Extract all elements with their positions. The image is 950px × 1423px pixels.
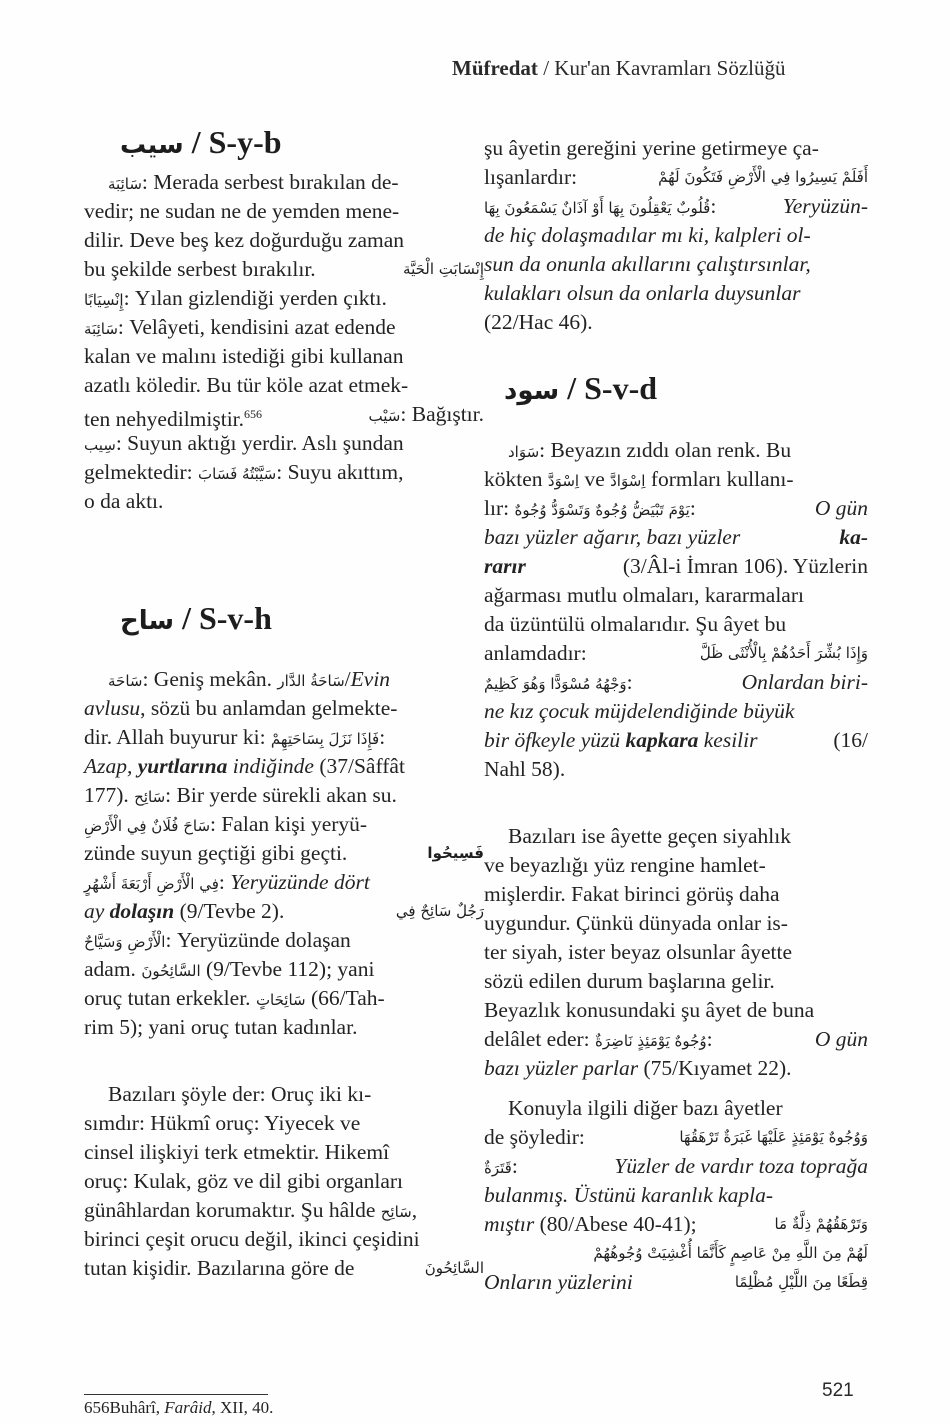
arabic-term: السَّائِحُونَ	[141, 962, 201, 980]
heading-arabic: سود	[504, 376, 560, 406]
text: formları kullanı-	[645, 467, 794, 491]
header-separator: /	[537, 56, 555, 80]
text: sımdır: Hükmî oruç: Yiyecek ve	[84, 1111, 361, 1135]
text-line	[484, 1123, 868, 1151]
arabic-term: إِنْسَابَتِ الْحَيَّة	[403, 260, 484, 278]
text-line	[484, 755, 868, 783]
text: Bazıları ise âyette geçen siyahlık	[508, 824, 791, 848]
text: : Velâyeti, kendisini azat edende	[117, 315, 396, 339]
italic-text: Onların yüzlerini	[484, 1270, 633, 1294]
text-line	[484, 1239, 868, 1267]
arabic-verse: يَوْمَ تَبْيَضُّ وُجُوهٌ وَتَسْوَدُّ وُجُوهٌ	[514, 501, 690, 519]
text: gelmektedir:	[84, 460, 199, 484]
citation: (3/Âl-i İmran 106). Yüzlerin	[622, 554, 868, 578]
citation: (16/	[833, 728, 868, 752]
text-line	[84, 839, 484, 867]
text-line	[84, 665, 484, 695]
text: : Yeryüzünde dolaşan	[165, 928, 351, 952]
arabic-verse: فِي الْأَرْضِ أَرْبَعَةَ أَشْهُرٍ	[84, 875, 219, 893]
text: vedir; ne sudan ne de yemden mene-	[84, 199, 400, 223]
bold-italic-text: kapkara	[625, 728, 699, 752]
arabic-term: سَائِبَة	[84, 320, 118, 338]
arabic-term: السَّائِحُونَ	[424, 1259, 484, 1277]
text-line	[84, 429, 484, 459]
text-line	[484, 552, 868, 580]
text-line	[484, 938, 868, 966]
arabic-term: سَيْب	[368, 407, 401, 425]
text: :	[218, 870, 231, 894]
text-line	[484, 465, 868, 495]
text-line	[84, 1013, 484, 1041]
text-line	[484, 308, 868, 336]
citation: (37/Sâffât	[313, 754, 405, 778]
arabic-verse: وَإِذَا بُشِّرَ أَحَدُهُمْ بِالْأُنْثَى ظَلَّ	[699, 644, 868, 662]
heading-separator: /	[183, 124, 209, 160]
text: : Bağıştır.	[400, 402, 484, 426]
text-line	[484, 996, 868, 1024]
arabic-term: سِيب	[84, 436, 116, 454]
italic-text: Yeryüzünde dört	[230, 870, 370, 894]
text-line	[84, 1254, 484, 1282]
arabic-verse: وَتَرْهَقُهُمْ ذِلَّةٌ مَا	[774, 1215, 868, 1233]
text-line	[84, 1167, 484, 1195]
arabic-verse: قُلُوبٌ يَعْقِلُونَ بِهَا أَوْ آذَانٌ يَسْمَعُونَ بِهَا	[484, 199, 711, 217]
text: : Geniş mekân.	[142, 667, 278, 691]
arabic-term: سَاحَ فُلَانٌ فِي الْأَرْضِ	[84, 817, 211, 835]
text: : Beyazın zıddı olan renk. Bu	[539, 438, 792, 462]
text-line	[484, 436, 868, 466]
text: kalan ve malını istediği gibi kullanan	[84, 344, 404, 368]
book-subtitle: Kur'an Kavramları Sözlüğü	[554, 56, 786, 80]
text-line	[84, 1225, 484, 1253]
arabic-term: الْأَرْضِ وَسَيَّاحٌ	[84, 933, 166, 951]
citation: (22/Hac 46).	[484, 310, 593, 334]
running-header	[452, 56, 786, 81]
text: şu âyetin gereğini yerine getirmeye ça-	[484, 136, 819, 160]
text-line	[484, 909, 868, 937]
italic-text: Evin	[350, 667, 391, 691]
text-line	[84, 342, 484, 370]
text-line	[84, 897, 484, 925]
italic-text: Yeryüzün-	[782, 194, 868, 218]
footnote-ref: , XII, 40.	[211, 1398, 274, 1417]
bold-italic-text: dolaşın	[109, 899, 175, 923]
arabic-term: اِسْوَدَّ	[547, 472, 580, 490]
text: ve beyazlığı yüz rengine hamlet-	[484, 853, 766, 877]
text: anlamdadır:	[484, 641, 587, 665]
text-line	[484, 1268, 868, 1296]
arabic-term: سَاحَة	[108, 672, 143, 690]
heading-latin: S-v-h	[198, 600, 272, 636]
entry-heading-svh	[120, 600, 272, 637]
italic-text: avlusu	[84, 696, 141, 720]
text: tutan kişidir. Bazılarına göre de	[84, 1256, 355, 1280]
italic-text: bir öfkeyle yüzü	[484, 728, 626, 752]
text: :	[626, 670, 633, 694]
text: :	[706, 1027, 713, 1051]
citation: (9/Tevbe 2).	[174, 899, 285, 923]
arabic-term: سَائِحَاتٍ	[255, 991, 306, 1009]
text-line	[84, 284, 484, 314]
text: bu şekilde serbest bırakılır.	[84, 257, 316, 281]
text-line	[84, 955, 484, 985]
text: Bazıları şöyle der: Oruç iki kı-	[108, 1082, 372, 1106]
text-line	[484, 581, 868, 609]
text-line	[84, 752, 484, 780]
text: kökten	[484, 467, 548, 491]
entry-heading-svd	[504, 370, 657, 407]
heading-arabic: ساح	[120, 606, 175, 636]
text: cinsel ilişkiyi terk etmektir. Hikemî	[84, 1140, 390, 1164]
italic-text: kesilir	[698, 728, 758, 752]
text-line	[484, 494, 868, 524]
italic-text: mıştır	[484, 1212, 535, 1236]
heading-separator: /	[174, 600, 199, 636]
text: adam.	[84, 957, 142, 981]
citation: Nahl 58).	[484, 757, 566, 781]
italic-text: ne kız çocuk müjdelendiğinde büyük	[484, 699, 795, 723]
arabic-term: سَيَّبْتُهُ فَسَابَ	[198, 465, 277, 483]
text: zünde suyun geçtiği gibi geçti.	[84, 841, 348, 865]
text: :	[379, 725, 386, 749]
text: : Merada serbest bırakılan de-	[141, 170, 399, 194]
text-line	[484, 639, 868, 667]
text: : Suyun aktığı yerdir. Aslı şundan	[115, 431, 404, 455]
text-line	[84, 168, 484, 198]
arabic-term: سَائِبَة	[108, 175, 142, 193]
italic-text: indiğinde	[227, 754, 314, 778]
text: lışanlardır:	[484, 165, 578, 189]
text: lır:	[484, 496, 515, 520]
italic-text: de hiç dolaşmadılar mı ki, kalpleri ol-	[484, 223, 811, 247]
text-line	[84, 781, 484, 811]
italic-text: ay	[84, 899, 110, 923]
text-line	[84, 197, 484, 225]
text-line	[484, 967, 868, 995]
text-line	[484, 1025, 868, 1055]
text: ve	[579, 467, 611, 491]
entry-heading-syb	[120, 124, 282, 161]
text-line	[84, 1196, 484, 1226]
text-line	[484, 697, 868, 725]
arabic-verse: وَوُجُوهٌ يَوْمَئِذٍ عَلَيْهَا غَبَرَةٌ تَرْهَقُهَا	[679, 1128, 868, 1146]
text-line	[484, 1094, 868, 1122]
text: Konuyla ilgili diğer bazı âyetler	[508, 1096, 783, 1120]
text: : Falan kişi yeryü-	[210, 812, 368, 836]
text: de şöyledir:	[484, 1125, 585, 1149]
text-line	[84, 458, 484, 488]
text: /	[344, 667, 351, 691]
citation: (9/Tevbe 112); yani	[200, 957, 375, 981]
heading-arabic: سيب	[120, 130, 184, 160]
citation: (75/Kıyamet 22).	[638, 1056, 792, 1080]
text: birinci çeşit orucu değil, ikinci çeşidini	[84, 1227, 420, 1251]
footnote	[84, 1398, 273, 1418]
arabic-term: سَاحَةُ الدَّار	[277, 672, 345, 690]
text-line	[484, 1152, 868, 1182]
text: :	[689, 496, 696, 520]
italic-text: sun da onunla akıllarını çalıştırsınlar,	[484, 252, 811, 276]
italic-text: Yüzler de vardır toza toprağa	[614, 1154, 868, 1178]
text-line	[484, 1054, 868, 1082]
text: dir. Allah buyurur ki:	[84, 725, 271, 749]
arabic-term: اِسْوَادَّ	[610, 472, 646, 490]
italic-text: O gün	[814, 1027, 868, 1051]
text: dilir. Deve beş kez doğurduğu zaman	[84, 228, 405, 252]
text-line	[84, 984, 484, 1014]
text: mişlerdir. Fakat birinci görüş daha	[484, 882, 780, 906]
text-line	[484, 134, 868, 162]
footnote-ref[interactable]: 656	[244, 407, 263, 421]
text-line	[84, 926, 484, 956]
arabic-verse: وُجُوهٌ يَوْمَئِذٍ نَاضِرَةٌ	[595, 1032, 707, 1050]
text-line	[84, 226, 484, 254]
text-line	[84, 723, 484, 753]
text-line	[484, 192, 868, 222]
citation: (66/Tah-	[305, 986, 385, 1010]
text-line	[484, 851, 868, 879]
text-line	[84, 1138, 484, 1166]
heading-latin: S-v-d	[584, 370, 658, 406]
text-line	[484, 221, 868, 249]
text-line	[84, 487, 484, 515]
text-line	[84, 868, 484, 898]
text-line	[484, 822, 868, 850]
text: 177).	[84, 783, 135, 807]
italic-text: Onlardan biri-	[741, 670, 868, 694]
text-line	[484, 668, 868, 698]
text: da üzüntülü olmalarıdır. Şu âyet bu	[484, 612, 787, 636]
text-line	[484, 250, 868, 278]
text: sözü edilen durum başlarına gelir.	[484, 969, 775, 993]
footnote-author: Buhârî,	[109, 1398, 165, 1417]
arabic-verse: فَإِذَا نَزَلَ بِسَاحَتِهِمْ	[270, 730, 380, 748]
italic-text: Azap,	[84, 754, 138, 778]
arabic-verse: لَهُمْ مِنَ اللَّهِ مِنْ عَاصِمٍ كَأَنَّمَا أُغْشِيَتْ وُجُوهُهُمْ	[593, 1244, 868, 1262]
italic-text: kulakları olsun da onlarla duysunlar	[484, 281, 801, 305]
text: oruç: Kulak, göz ve dil gibi organları	[84, 1169, 404, 1193]
footnote-rule	[84, 1394, 268, 1395]
text: o da aktı.	[84, 489, 164, 513]
text: : Yılan gizlendiği yerden çıktı.	[123, 286, 387, 310]
text: azatlı köledir. Bu tür köle azat etmek-	[84, 373, 409, 397]
text: rim 5); yani oruç tutan kadınlar.	[84, 1015, 358, 1039]
arabic-term: قَتَرَةٌ	[484, 1159, 512, 1177]
arabic-term: سَائِح	[134, 788, 166, 806]
bold-italic-text: ka-	[839, 525, 868, 549]
text: :	[511, 1154, 518, 1178]
text-line	[484, 610, 868, 638]
text-line	[84, 810, 484, 840]
italic-text: O gün	[814, 496, 868, 520]
text-line	[484, 163, 868, 191]
footnote-work: Farâid	[164, 1398, 212, 1417]
text: ten nehyedilmiştir.	[84, 407, 245, 431]
text-line	[84, 1109, 484, 1137]
text: , sözü bu anlamdan gelmekte-	[140, 696, 398, 720]
italic-text: bazı yüzler parlar	[484, 1056, 639, 1080]
arabic-verse: فَسِيحُوا	[427, 844, 484, 862]
heading-separator: /	[559, 370, 585, 406]
text-line	[484, 523, 868, 551]
arabic-verse: وَجْهُهُ مُسْوَدًّا وَهُوَ كَظِيمٌ	[484, 675, 627, 693]
text-line	[84, 371, 484, 399]
text: günâhlardan korumaktır. Şu hâlde	[84, 1198, 381, 1222]
text: :	[710, 194, 717, 218]
text: oruç tutan erkekler.	[84, 986, 256, 1010]
arabic-term: سَائِح	[380, 1203, 412, 1221]
text: ağarması mutlu olmaları, kararmaları	[484, 583, 804, 607]
arabic-verse: قِطَعًا مِنَ اللَّيْلِ مُظْلِمًا	[734, 1273, 868, 1291]
text: ,	[411, 1198, 418, 1222]
text-line	[484, 1181, 868, 1209]
text-line	[484, 279, 868, 307]
footnote-number: 656	[84, 1398, 110, 1417]
text-line	[484, 726, 868, 754]
bold-italic-text: yurtlarına	[137, 754, 228, 778]
text-line	[84, 694, 484, 722]
text: ter siyah, ister beyaz olsunlar âyette	[484, 940, 793, 964]
italic-text: bulanmış. Üstünü karanlık kapla-	[484, 1183, 774, 1207]
text: delâlet eder:	[484, 1027, 596, 1051]
arabic-verse: أَفَلَمْ يَسِيرُوا فِي الْأَرْضِ فَتَكُونَ لَهُمْ	[658, 168, 868, 186]
text-line	[84, 313, 484, 343]
text-line	[484, 880, 868, 908]
text-line	[84, 1080, 484, 1108]
text: Beyazlık konusundaki şu âyet de buna	[484, 998, 815, 1022]
arabic-term: رَجُلٌ سَائِحٌ فِي	[395, 902, 484, 920]
text: : Suyu akıttım,	[276, 460, 404, 484]
arabic-term: سَوَاد	[508, 443, 540, 461]
bold-italic-text: rarır	[484, 554, 526, 578]
heading-latin: S-y-b	[208, 124, 282, 160]
arabic-term: إِنْسِيَابًا	[84, 291, 124, 309]
citation: (80/Abese 40-41);	[534, 1212, 697, 1236]
text: uygundur. Çünkü dünyada onlar is-	[484, 911, 788, 935]
page-number: 521	[822, 1380, 854, 1401]
text-line	[84, 255, 484, 283]
text: : Bir yerde sürekli akan su.	[165, 783, 397, 807]
italic-text: bazı yüzler ağarır, bazı yüzler	[484, 525, 741, 549]
book-title: Müfredat	[452, 56, 538, 80]
text-line	[484, 1210, 868, 1238]
